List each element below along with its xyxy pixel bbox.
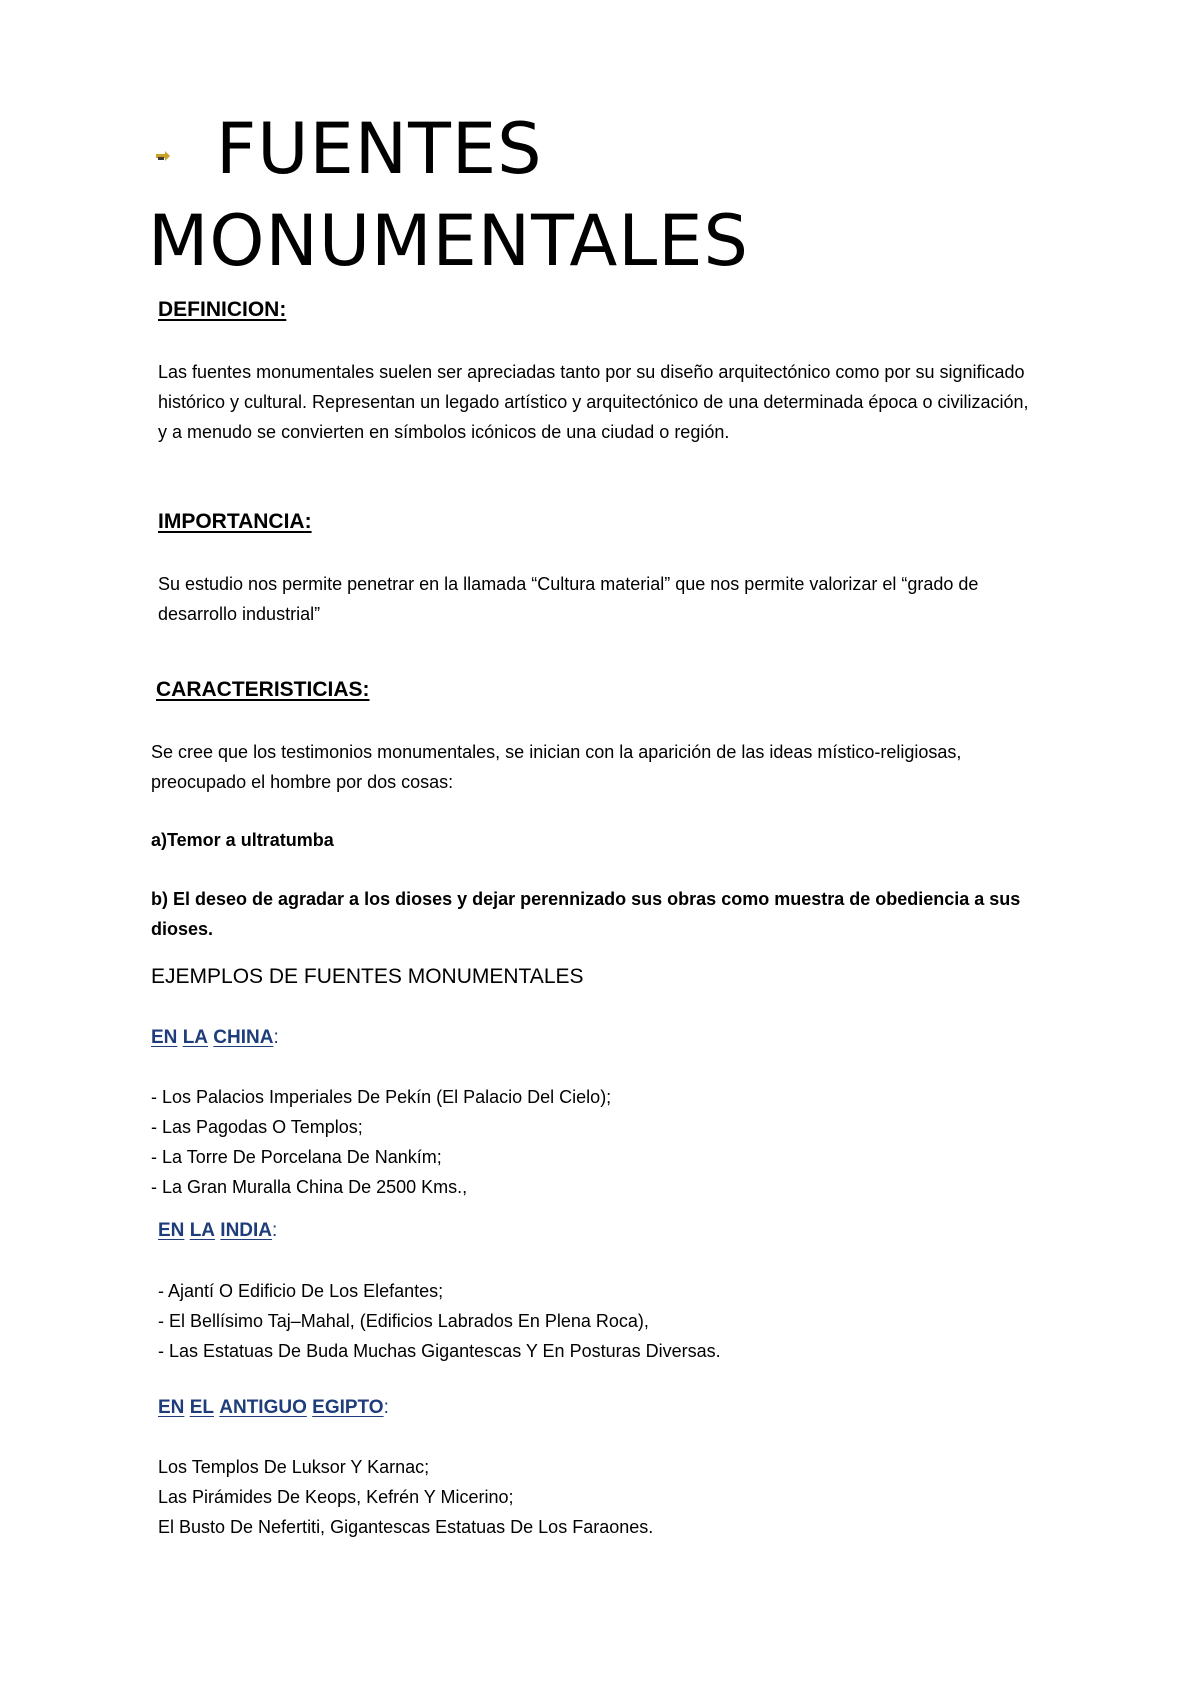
list-item: - Las Pagodas O Templos; bbox=[151, 1117, 363, 1137]
list-item: - Ajantí O Edificio De Los Elefantes; bbox=[158, 1281, 444, 1301]
caracteristicas-text: Se cree que los testimonios monumentales, se inician con la aparición de las ideas místico-religiosas, preocupado el hombre por dos cosas: bbox=[151, 742, 962, 792]
region-heading-egipto: EN EL ANTIGUO EGIPTO: bbox=[158, 1397, 389, 1418]
list-item: - La Torre De Porcelana De Nankím; bbox=[151, 1147, 442, 1167]
importancia-text: Su estudio nos permite penetrar en la llamada “Cultura material” que nos permite valorizar el “grado de desarrollo industrial” bbox=[158, 574, 979, 624]
list-item: Los Templos De Luksor Y Karnac; bbox=[158, 1457, 430, 1477]
list-item: Las Pirámides De Keops, Kefrén Y Micerino; bbox=[158, 1487, 514, 1507]
india-list bbox=[158, 1276, 721, 1366]
definicion-heading: DEFINICION: bbox=[158, 298, 287, 321]
egipto-list bbox=[158, 1452, 653, 1542]
item-a: a)Temor a ultratumba bbox=[151, 830, 334, 850]
definicion-text: Las fuentes monumentales suelen ser apreciadas tanto por su diseño arquitectónico como por su significado histórico y cultural. Representan un legado artístico y arquitectónico de una determinada época o civilización, y a menudo se convierten en símbolos icónicos de una ciudad o región. bbox=[158, 362, 1029, 442]
list-item: - El Bellísimo Taj–Mahal, (Edificios Labrados En Plena Roca), bbox=[158, 1311, 649, 1331]
importancia-heading: IMPORTANCIA: bbox=[158, 510, 312, 533]
list-item: - La Gran Muralla China De 2500 Kms., bbox=[151, 1177, 468, 1197]
region-heading-china: EN LA CHINA: bbox=[151, 1027, 279, 1048]
caracteristicas-heading: CARACTERISTICIAS: bbox=[156, 678, 370, 701]
title-line-1: FUENTES bbox=[216, 108, 543, 190]
region-heading-india: EN LA INDIA: bbox=[158, 1220, 278, 1241]
list-item: El Busto De Nefertiti, Gigantescas Estatuas De Los Faraones. bbox=[158, 1517, 654, 1537]
arrow-bullet-icon bbox=[156, 151, 170, 161]
item-b: b) El deseo de agradar a los dioses y dejar perennizado sus obras como muestra de obediencia a sus dioses. bbox=[151, 889, 1021, 939]
china-list bbox=[151, 1082, 611, 1202]
list-item: - Las Estatuas De Buda Muchas Gigantescas Y En Posturas Diversas. bbox=[158, 1341, 721, 1361]
ejemplos-title: EJEMPLOS DE FUENTES MONUMENTALES bbox=[151, 965, 584, 988]
list-item: - Los Palacios Imperiales De Pekín (El Palacio Del Cielo); bbox=[151, 1087, 612, 1107]
title-line-2: MONUMENTALES bbox=[148, 200, 749, 282]
